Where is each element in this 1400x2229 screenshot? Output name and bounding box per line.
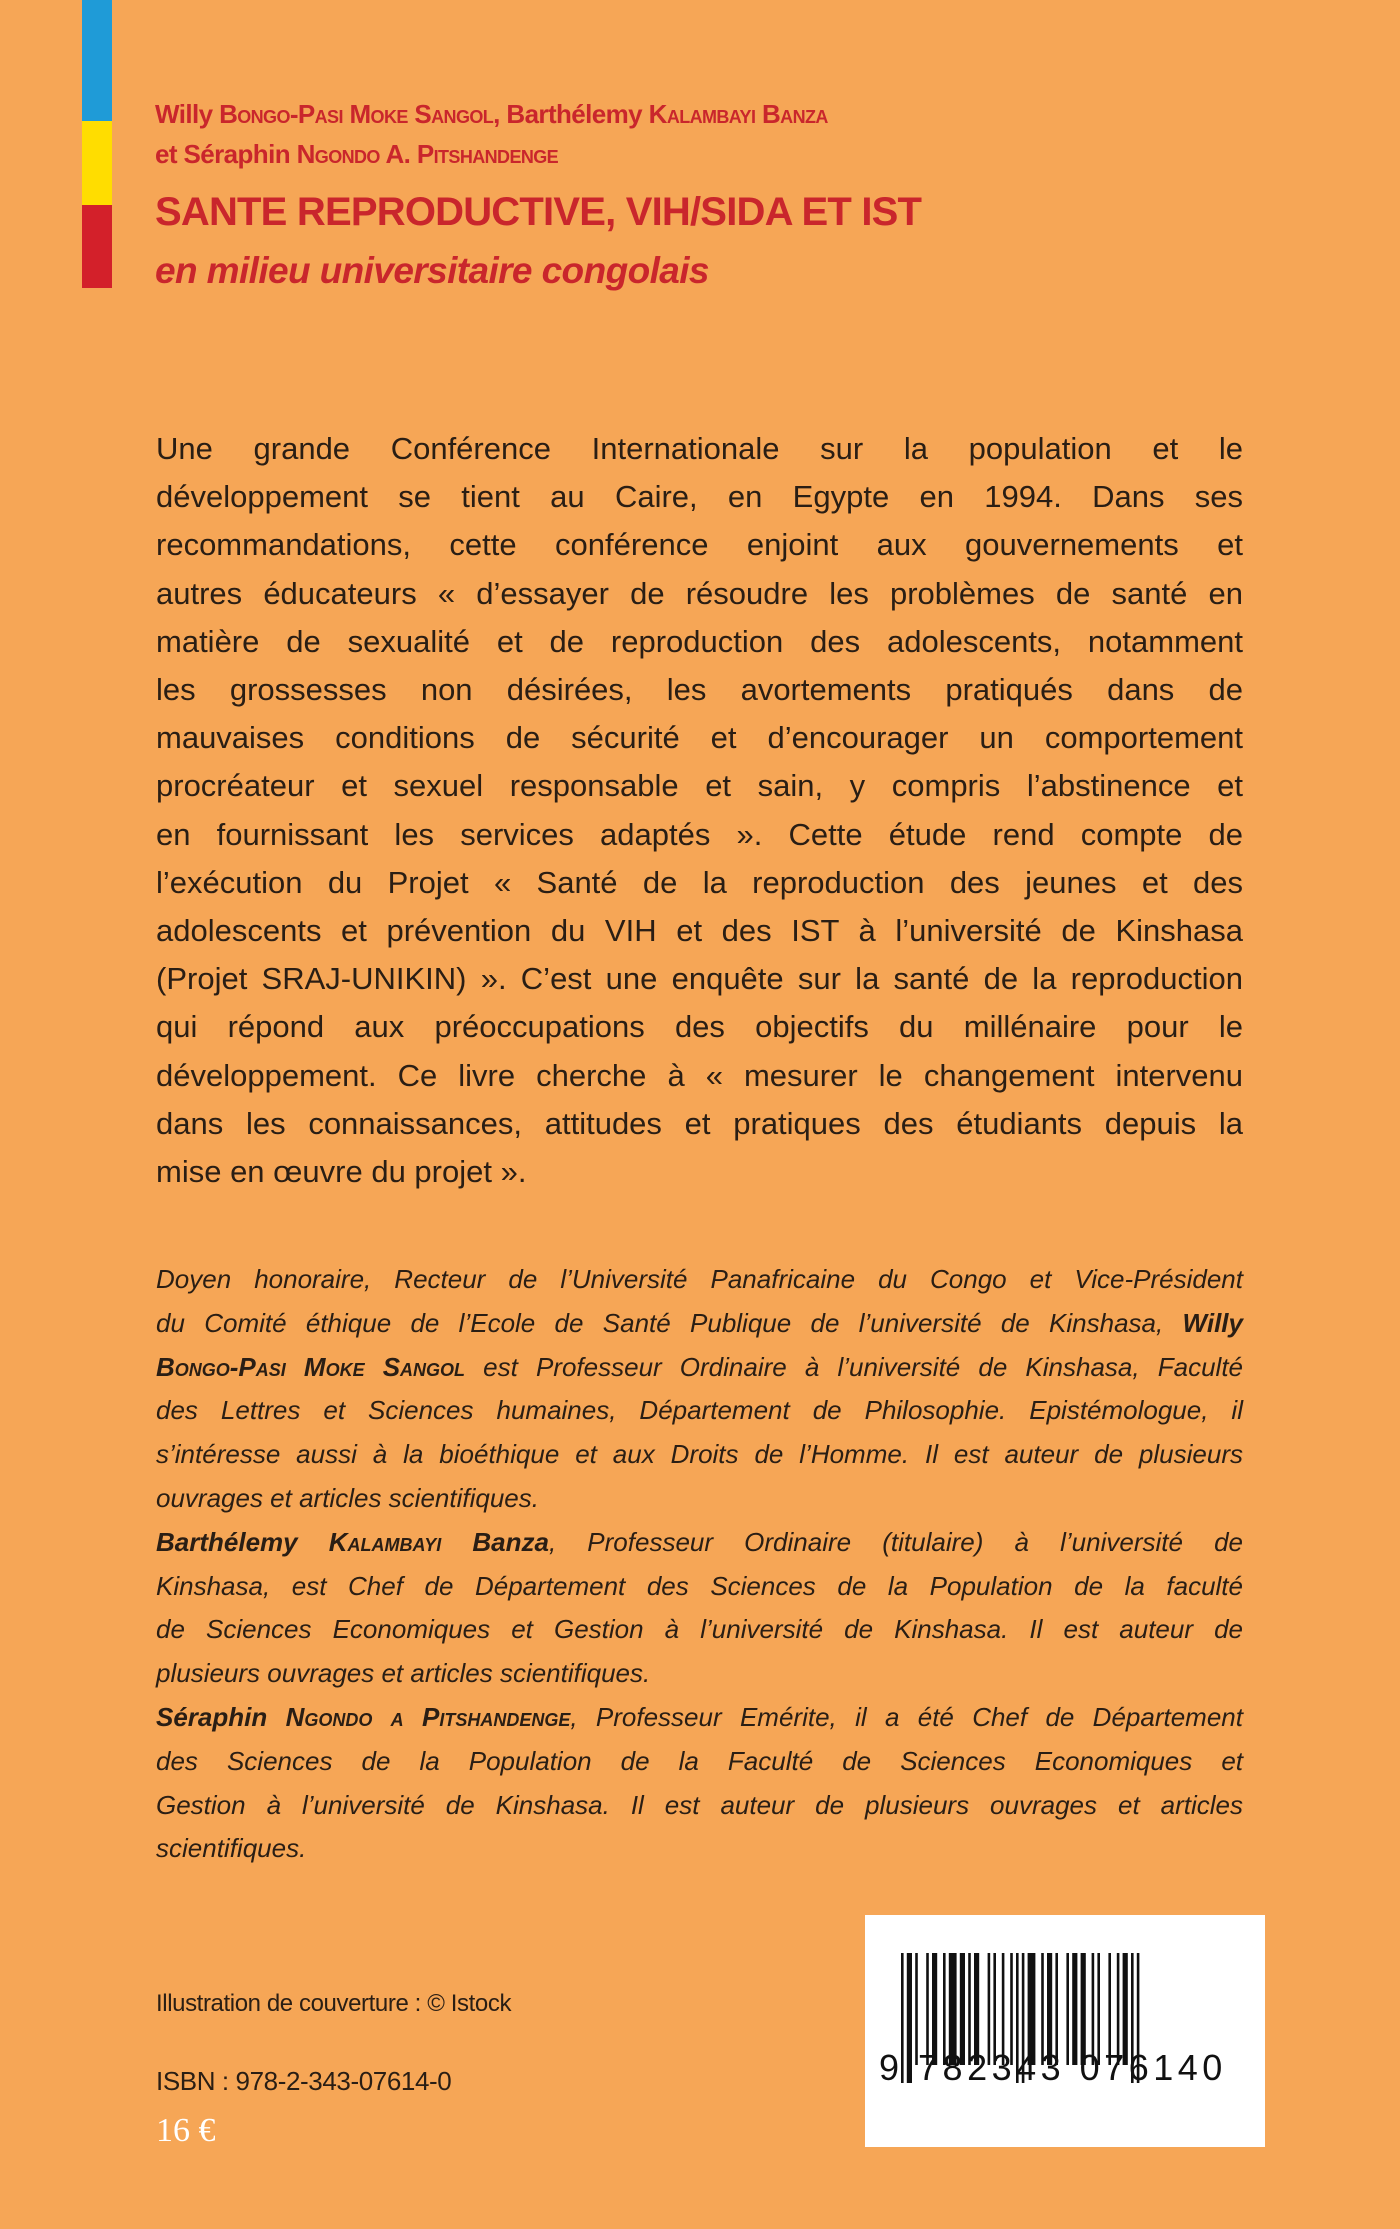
author-name: Ngondo a Pitshandenge — [285, 1701, 571, 1732]
text-segment: et Séraphin N — [155, 139, 315, 169]
text-segment: de Sciences Economiques et Gestion à l’université de Kinshasa. Il est auteur de — [156, 1614, 1243, 1645]
text-segment: oke — [370, 99, 408, 129]
text-segment: M — [342, 99, 371, 129]
bio-line — [156, 1477, 1243, 1521]
summary-line: matière de sexualité et de reproduction des adolescents, notamment — [156, 623, 1243, 659]
text-segment: Doyen honoraire, Recteur de l’Université Panafricaine du Congo et Vice-Président — [156, 1264, 1243, 1294]
authors — [155, 94, 828, 174]
text-segment: plusieurs ouvrages et articles scientifiques. — [156, 1658, 651, 1689]
bio-line — [156, 1433, 1243, 1477]
text-segment: , Professeur Ordinaire (titulaire) à l’université de — [548, 1526, 1244, 1557]
summary-line: l’exécution du Projet « Santé de la reproduction des jeunes et des — [156, 864, 1243, 900]
book-title: SANTE REPRODUCTIVE, VIH/SIDA ET IST — [155, 190, 922, 234]
author-name: Willy — [1182, 1307, 1243, 1338]
author-name: Kalambayi — [328, 1526, 442, 1557]
text-segment: Willy B — [155, 99, 238, 129]
isbn: ISBN : 978-2-343-07614-0 — [156, 2066, 452, 2096]
summary-line: autres éducateurs « d’essayer de résoudre les problèmes de santé en — [156, 575, 1243, 611]
author-name: Barthélemy — [156, 1526, 329, 1557]
bio-line — [156, 1740, 1243, 1784]
barcode — [865, 1915, 1265, 2147]
bio-line — [156, 1302, 1243, 1346]
bio-line — [156, 1652, 1243, 1696]
text-segment: Kinshasa, est Chef de Département des Sciences de la Population de la faculté — [156, 1570, 1243, 1601]
text-segment: , Barthélemy K — [493, 99, 667, 129]
bio-line — [156, 1608, 1243, 1652]
text-segment: Gestion à l’université de Kinshasa. Il est auteur de plusieurs ouvrages et articles — [156, 1789, 1243, 1820]
author-name: Bongo-Pasi Moke Sangol — [156, 1351, 466, 1382]
book-subtitle: en milieu universitaire congolais — [155, 250, 709, 291]
summary-line: en fournissant les services adaptés ». Cette étude rend compte de — [156, 816, 1243, 852]
bio-line — [156, 1346, 1243, 1390]
text-segment: est Professeur Ordinaire à l’université de Kinshasa, Faculté — [465, 1351, 1243, 1382]
flag-stripe-red — [82, 205, 112, 288]
text-segment: du Comité éthique de l’Ecole de Santé Publique de l’université de Kinshasa, — [156, 1307, 1183, 1338]
summary-line: adolescents et prévention du VIH et des IST à l’université de Kinshasa — [156, 913, 1243, 949]
text-segment: angol — [431, 99, 494, 129]
text-segment: des Lettres et Sciences humaines, Département de Philosophie. Epistémologue, il — [156, 1395, 1243, 1426]
bio-line — [156, 1521, 1243, 1565]
price: 16 € — [156, 2112, 216, 2149]
text-segment: S — [407, 99, 432, 129]
text-segment: B — [755, 99, 781, 129]
summary-line: Une grande Conférence Internationale sur la population et le — [156, 431, 1243, 466]
text-segment: s’intéresse aussi à la bioéthique et aux Droits de l’Homme. Il est auteur de plusieurs — [156, 1439, 1243, 1470]
bio-line — [156, 1565, 1243, 1609]
summary-line: recommandations, cette conférence enjoint aux gouvernements et — [156, 527, 1243, 563]
text-segment: ongo-Pasi — [237, 99, 343, 129]
text-segment: anza — [780, 99, 828, 129]
text-segment: A. P — [379, 139, 434, 169]
summary-line: (Projet SRAJ-UNIKIN) ». C’est une enquête sur la santé de la reproduction — [156, 961, 1243, 997]
summary-line: qui répond aux préoccupations des objectifs du millénaire pour le — [156, 1009, 1243, 1045]
summary-text — [156, 425, 1243, 1196]
flag-stripe-blue — [82, 0, 112, 121]
flag-stripe-yellow — [82, 121, 112, 205]
text-segment: alambayi — [666, 99, 756, 129]
bio-line — [156, 1389, 1243, 1433]
barcode-digits: 9 782343 076140 — [879, 2047, 1227, 2088]
cover-credit: Illustration de couverture : © Istock — [156, 1990, 512, 2017]
summary-line: développement. Ce livre cherche à « mesurer le changement intervenu — [156, 1057, 1243, 1093]
summary-line: mauvaises conditions de sécurité et d’encourager un comportement — [156, 720, 1243, 756]
author-biographies — [156, 1258, 1243, 1871]
text-segment: , Professeur Emérite, il a été Chef de Département — [570, 1701, 1243, 1732]
bio-line — [156, 1784, 1243, 1828]
bio-line — [156, 1258, 1243, 1302]
text-segment: ouvrages et articles scientifiques. — [156, 1482, 539, 1513]
summary-line: procréateur et sexuel responsable et sain, y compris l’abstinence et — [156, 768, 1243, 804]
text-segment: des Sciences de la Population de la Faculté de Sciences Economiques et — [156, 1745, 1243, 1776]
text-segment: gondo — [314, 139, 380, 169]
text-segment: scientifiques. — [156, 1833, 307, 1864]
summary-line: mise en œuvre du projet ». — [156, 1154, 527, 1190]
author-name: Séraphin — [156, 1701, 286, 1732]
bio-line — [156, 1827, 1243, 1871]
authors-line-1 — [155, 94, 828, 134]
summary-line: développement se tient au Caire, en Egypte en 1994. Dans ses — [156, 479, 1243, 515]
summary-line: dans les connaissances, attitudes et pratiques des étudiants depuis la — [156, 1105, 1243, 1141]
text-segment: itshandenge — [433, 139, 559, 169]
author-name: Banza — [441, 1526, 549, 1557]
summary-line: les grossesses non désirées, les avortements pratiqués dans de — [156, 672, 1243, 708]
authors-line-2 — [155, 134, 828, 174]
bio-line — [156, 1696, 1243, 1740]
